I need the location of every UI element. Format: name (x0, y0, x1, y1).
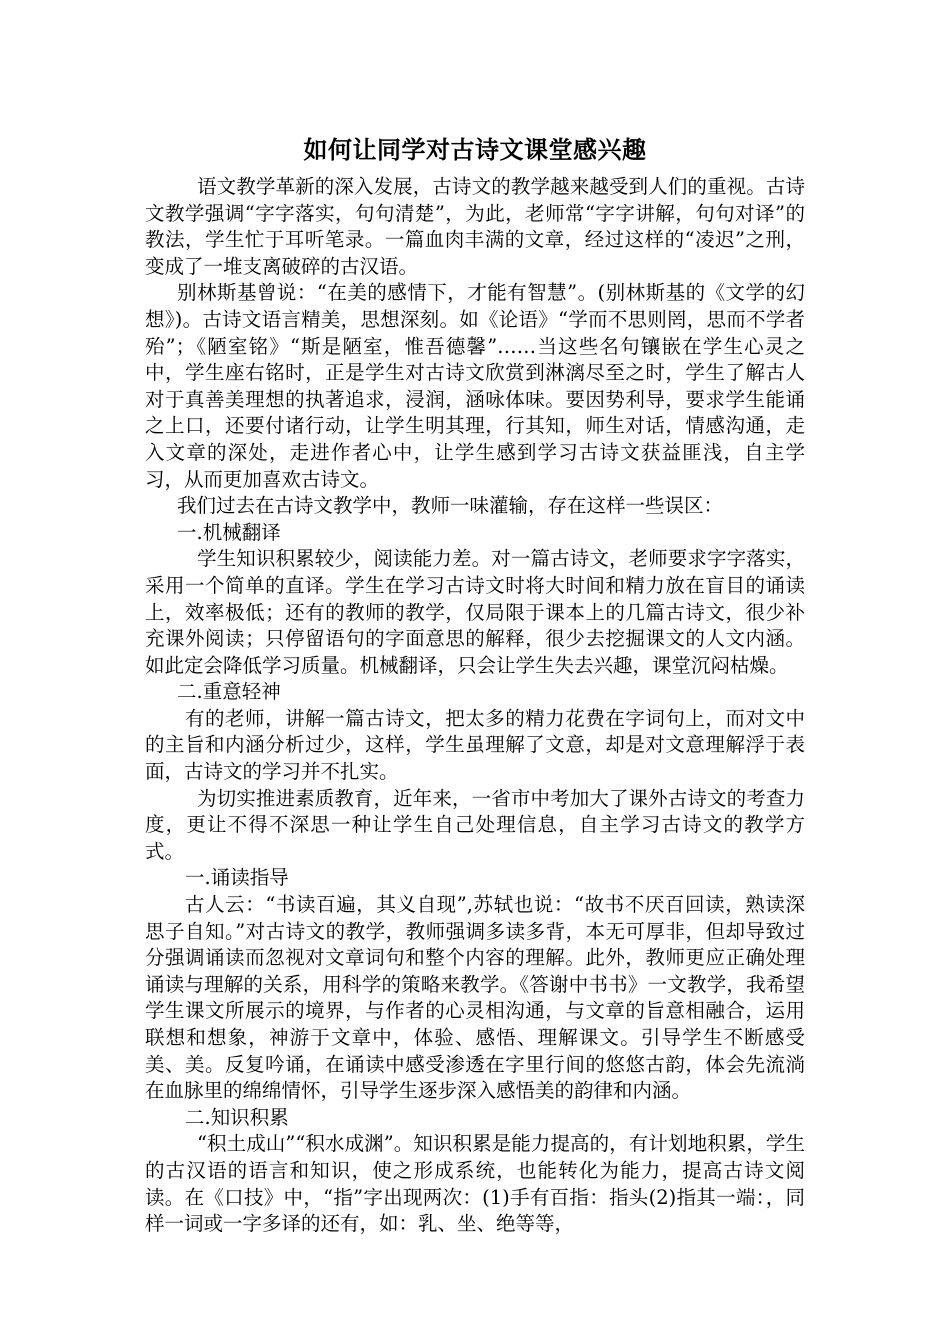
section-heading-knowledge: 二.知识积累 (185, 1105, 289, 1129)
section-heading-meaning-over-spirit: 二.重意轻神 (177, 680, 281, 704)
paragraph-quality-education: 为切实推进素质教育，近年来，一省市中考加大了课外古诗文的考查力度，更让不得不深思一种让学生自己处理信息，自主学习古诗文的教学方式。 (145, 786, 805, 863)
paragraph-knowledge: “积土成山”“积水成渊”。知识积累是能力提高的，有计划地积累，学生的古汉语的语言和知识，使之形成系统，也能转化为能力，提高古诗文阅读。在《口技》中，“指”字出现两次：(1)手有百指：指头(2)指其一端：，同样一词或一字多译的还有，如：乳、坐、绝等等， (145, 1132, 805, 1236)
paragraph-misconceptions: 我们过去在古诗文教学中，教师一味灌输，存在这样一些误区： (177, 494, 724, 518)
paragraph-recitation: 古人云：“书读百遍，其义自现”,苏轼也说：“故书不厌百回读，熟读深思子自知。”对古诗文的教学，教师强调多读多背，本无可厚非，但却导致过分强调诵读而忽视对文章词句和整个内容的理解。此外，教师更应正确处理诵读与理解的关系，用科学的策略来教学。《答谢中书书》一文教学，我希望学生课文所展示的境界，与作者的心灵相沟通，与文章的旨意相融合，运用联想和想象，神游于文章中，体验、感悟、理解课文。引导学生不断感受美、美。反复吟诵，在诵读中感受渗透在字里行间的悠悠古韵，体会先流淌在血脉里的绵绵情怀，引导学生逐步深入感悟美的韵律和内涵。 (145, 893, 805, 1103)
paragraph-meaning-over-spirit: 有的老师，讲解一篇古诗文，把太多的精力花费在字词句上，而对文中的主旨和内涵分析过少，这样，学生虽理解了文意，却是对文意理解浮于表面，古诗文的学习并不扎实。 (145, 706, 805, 784)
paragraph-belinsky: 别林斯基曾说：“在美的感情下，才能有智慧”。(别林斯基的《文学的幻想》)。古诗文语言精美，思想深刻。如《论语》“学而不思则罔，思而不学者殆”；《陋室铭》“斯是陋室，惟吾德馨”……当这些名句镶嵌在学生心灵之中，学生座右铭时，正是学生对古诗文欣赏到淋漓尽至之时，学生了解古人对于真善美理想的执著追求，浸润，涵咏体味。要因势利导，要求学生能诵之上口，还要付诸行动，让学生明其理，行其知，师生对话，情感沟通，走入文章的深处，走进作者心中，让学生感到学习古诗文获益匪浅，自主学习，从而更加喜欢古诗文。 (145, 281, 805, 491)
section-heading-recitation: 一.诵读指导 (185, 866, 289, 890)
document-page (145, 128, 805, 1238)
section-heading-mechanical-translation: 一.机械翻译 (177, 520, 281, 544)
paragraph-mechanical-translation: 学生知识积累较少，阅读能力差。对一篇古诗文，老师要求字字落实，采用一个简单的直译。学生在学习古诗文时将大时间和精力放在盲目的诵读上，效率极低；还有的教师的教学，仅局限于课本上的几篇古诗文，很少补充课外阅读；只停留语句的字面意思的解释，很少去挖掘课文的人文内涵。如此定会降低学习质量。机械翻译，只会让学生失去兴趣，课堂沉闷枯燥。 (145, 547, 805, 677)
paragraph-intro: 语文教学革新的深入发展，古诗文的教学越来越受到人们的重视。古诗文教学强调“字字落实，句句清楚”，为此，老师常“字字讲解，句句对译”的教法，学生忙于耳听笔录。一篇血肉丰满的文章，经过这样的“凌迟”之刑，变成了一堆支离破碎的古汉语。 (145, 175, 805, 278)
document-title: 如何让同学对古诗文课堂感兴趣 (303, 136, 647, 164)
